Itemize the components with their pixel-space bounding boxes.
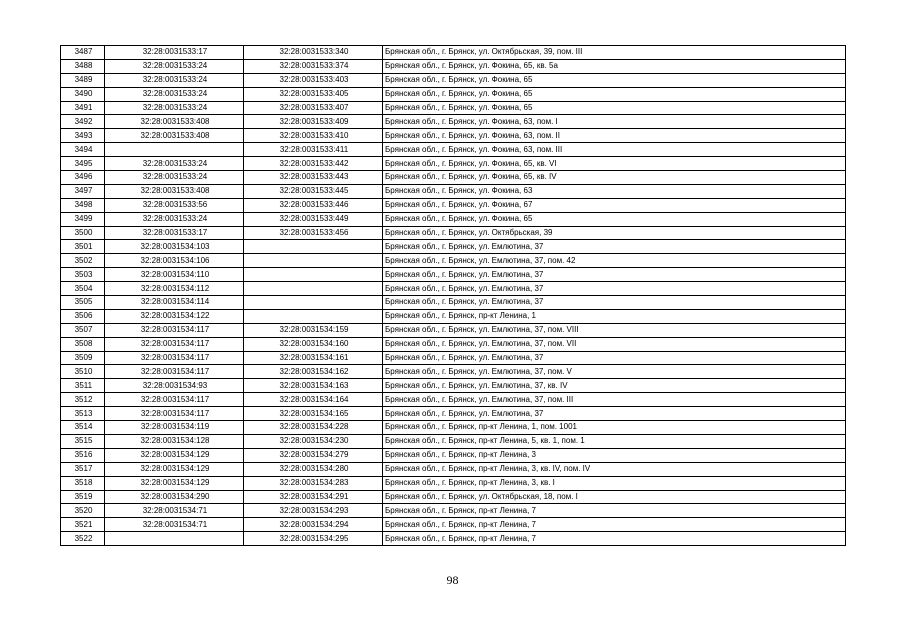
- parent-cadastral-number-cell: 32:28:0031534:114: [105, 296, 244, 310]
- row-number-cell: 3512: [61, 393, 105, 407]
- address-cell: Брянская обл., г. Брянск, ул. Октябрьская, 39: [383, 226, 846, 240]
- row-number-cell: 3514: [61, 421, 105, 435]
- cadastral-number-cell: 32:28:0031533:445: [244, 184, 383, 198]
- cadastral-number-cell: 32:28:0031534:295: [244, 532, 383, 546]
- row-number-cell: 3490: [61, 87, 105, 101]
- table-row: [61, 296, 846, 310]
- address-cell: Брянская обл., г. Брянск, ул. Фокина, 65: [383, 73, 846, 87]
- cadastral-number-cell: [244, 254, 383, 268]
- address-cell: Брянская обл., г. Брянск, ул. Емлютина, 37, пом. V: [383, 365, 846, 379]
- row-number-cell: 3511: [61, 379, 105, 393]
- address-cell: Брянская обл., г. Брянск, ул. Емлютина, 37: [383, 282, 846, 296]
- table-row: [61, 379, 846, 393]
- row-number-cell: 3515: [61, 434, 105, 448]
- row-number-cell: 3508: [61, 337, 105, 351]
- cadastral-number-cell: [244, 268, 383, 282]
- cadastral-number-cell: 32:28:0031533:405: [244, 87, 383, 101]
- row-number-cell: 3509: [61, 351, 105, 365]
- cadastral-number-cell: 32:28:0031534:165: [244, 407, 383, 421]
- row-number-cell: 3487: [61, 46, 105, 60]
- parent-cadastral-number-cell: [105, 532, 244, 546]
- table-row: [61, 184, 846, 198]
- row-number-cell: 3517: [61, 462, 105, 476]
- table-row: [61, 240, 846, 254]
- parent-cadastral-number-cell: 32:28:0031533:17: [105, 226, 244, 240]
- parent-cadastral-number-cell: 32:28:0031533:408: [105, 115, 244, 129]
- address-cell: Брянская обл., г. Брянск, ул. Фокина, 65: [383, 101, 846, 115]
- cadastral-number-cell: 32:28:0031533:403: [244, 73, 383, 87]
- parent-cadastral-number-cell: 32:28:0031534:129: [105, 476, 244, 490]
- row-number-cell: 3499: [61, 212, 105, 226]
- cadastral-table-body: [61, 46, 846, 546]
- address-cell: Брянская обл., г. Брянск, пр-кт Ленина, 5, кв. 1, пом. 1: [383, 434, 846, 448]
- cadastral-number-cell: [244, 240, 383, 254]
- parent-cadastral-number-cell: 32:28:0031534:93: [105, 379, 244, 393]
- cadastral-number-cell: 32:28:0031533:410: [244, 129, 383, 143]
- cadastral-number-cell: 32:28:0031533:407: [244, 101, 383, 115]
- row-number-cell: 3522: [61, 532, 105, 546]
- cadastral-number-cell: [244, 282, 383, 296]
- cadastral-number-cell: 32:28:0031534:280: [244, 462, 383, 476]
- parent-cadastral-number-cell: 32:28:0031534:110: [105, 268, 244, 282]
- address-cell: Брянская обл., г. Брянск, ул. Фокина, 65: [383, 87, 846, 101]
- cadastral-number-cell: 32:28:0031534:279: [244, 448, 383, 462]
- row-number-cell: 3503: [61, 268, 105, 282]
- row-number-cell: 3494: [61, 143, 105, 157]
- row-number-cell: 3518: [61, 476, 105, 490]
- parent-cadastral-number-cell: 32:28:0031534:117: [105, 337, 244, 351]
- table-row: [61, 198, 846, 212]
- row-number-cell: 3505: [61, 296, 105, 310]
- table-row: [61, 434, 846, 448]
- address-cell: Брянская обл., г. Брянск, ул. Емлютина, 37: [383, 240, 846, 254]
- table-row: [61, 59, 846, 73]
- table-row: [61, 157, 846, 171]
- table-row: [61, 421, 846, 435]
- row-number-cell: 3521: [61, 518, 105, 532]
- cadastral-number-cell: 32:28:0031533:409: [244, 115, 383, 129]
- address-cell: Брянская обл., г. Брянск, ул. Емлютина, 37: [383, 407, 846, 421]
- table-row: [61, 171, 846, 185]
- table-row: [61, 268, 846, 282]
- table-row: [61, 115, 846, 129]
- table-row: [61, 407, 846, 421]
- address-cell: Брянская обл., г. Брянск, пр-кт Ленина, 7: [383, 518, 846, 532]
- address-cell: Брянская обл., г. Брянск, ул. Емлютина, 37, кв. IV: [383, 379, 846, 393]
- parent-cadastral-number-cell: 32:28:0031534:122: [105, 309, 244, 323]
- table-row: [61, 87, 846, 101]
- table-row: [61, 337, 846, 351]
- parent-cadastral-number-cell: 32:28:0031533:24: [105, 101, 244, 115]
- cadastral-number-cell: 32:28:0031534:230: [244, 434, 383, 448]
- parent-cadastral-number-cell: 32:28:0031533:24: [105, 59, 244, 73]
- parent-cadastral-number-cell: [105, 143, 244, 157]
- cadastral-number-cell: 32:28:0031533:442: [244, 157, 383, 171]
- parent-cadastral-number-cell: 32:28:0031533:24: [105, 87, 244, 101]
- cadastral-number-cell: 32:28:0031534:162: [244, 365, 383, 379]
- parent-cadastral-number-cell: 32:28:0031534:128: [105, 434, 244, 448]
- table-row: [61, 351, 846, 365]
- address-cell: Брянская обл., г. Брянск, ул. Октябрьская, 18, пом. I: [383, 490, 846, 504]
- table-row: [61, 393, 846, 407]
- cadastral-number-cell: 32:28:0031533:443: [244, 171, 383, 185]
- cadastral-number-cell: 32:28:0031534:159: [244, 323, 383, 337]
- cadastral-number-cell: 32:28:0031534:228: [244, 421, 383, 435]
- address-cell: Брянская обл., г. Брянск, ул. Фокина, 63, пом. I: [383, 115, 846, 129]
- cadastral-number-cell: [244, 309, 383, 323]
- address-cell: Брянская обл., г. Брянск, ул. Фокина, 63: [383, 184, 846, 198]
- table-row: [61, 462, 846, 476]
- address-cell: Брянская обл., г. Брянск, пр-кт Ленина, 1, пом. 1001: [383, 421, 846, 435]
- parent-cadastral-number-cell: 32:28:0031534:103: [105, 240, 244, 254]
- address-cell: Брянская обл., г. Брянск, пр-кт Ленина, 7: [383, 532, 846, 546]
- row-number-cell: 3506: [61, 309, 105, 323]
- cadastral-number-cell: 32:28:0031534:294: [244, 518, 383, 532]
- cadastral-number-cell: 32:28:0031533:374: [244, 59, 383, 73]
- parent-cadastral-number-cell: 32:28:0031533:56: [105, 198, 244, 212]
- cadastral-table: [60, 45, 846, 546]
- address-cell: Брянская обл., г. Брянск, ул. Емлютина, 37, пом. III: [383, 393, 846, 407]
- address-cell: Брянская обл., г. Брянск, пр-кт Ленина, 3, кв. I: [383, 476, 846, 490]
- cadastral-number-cell: 32:28:0031533:411: [244, 143, 383, 157]
- cadastral-number-cell: 32:28:0031534:161: [244, 351, 383, 365]
- address-cell: Брянская обл., г. Брянск, пр-кт Ленина, 1: [383, 309, 846, 323]
- parent-cadastral-number-cell: 32:28:0031534:117: [105, 323, 244, 337]
- parent-cadastral-number-cell: 32:28:0031533:24: [105, 212, 244, 226]
- row-number-cell: 3507: [61, 323, 105, 337]
- address-cell: Брянская обл., г. Брянск, пр-кт Ленина, 3: [383, 448, 846, 462]
- cadastral-number-cell: 32:28:0031534:291: [244, 490, 383, 504]
- row-number-cell: 3496: [61, 171, 105, 185]
- table-row: [61, 282, 846, 296]
- row-number-cell: 3488: [61, 59, 105, 73]
- table-row: [61, 254, 846, 268]
- table-row: [61, 212, 846, 226]
- address-cell: Брянская обл., г. Брянск, ул. Фокина, 65, кв. IV: [383, 171, 846, 185]
- row-number-cell: 3510: [61, 365, 105, 379]
- row-number-cell: 3497: [61, 184, 105, 198]
- address-cell: Брянская обл., г. Брянск, ул. Фокина, 67: [383, 198, 846, 212]
- table-row: [61, 476, 846, 490]
- row-number-cell: 3498: [61, 198, 105, 212]
- parent-cadastral-number-cell: 32:28:0031533:24: [105, 73, 244, 87]
- row-number-cell: 3502: [61, 254, 105, 268]
- parent-cadastral-number-cell: 32:28:0031534:117: [105, 351, 244, 365]
- address-cell: Брянская обл., г. Брянск, ул. Фокина, 65, кв. VI: [383, 157, 846, 171]
- table-row: [61, 101, 846, 115]
- parent-cadastral-number-cell: 32:28:0031534:117: [105, 393, 244, 407]
- parent-cadastral-number-cell: 32:28:0031533:24: [105, 171, 244, 185]
- address-cell: Брянская обл., г. Брянск, ул. Емлютина, 37: [383, 268, 846, 282]
- table-row: [61, 504, 846, 518]
- cadastral-number-cell: 32:28:0031533:446: [244, 198, 383, 212]
- parent-cadastral-number-cell: 32:28:0031534:117: [105, 365, 244, 379]
- table-row: [61, 323, 846, 337]
- address-cell: Брянская обл., г. Брянск, ул. Емлютина, 37: [383, 351, 846, 365]
- table-row: [61, 226, 846, 240]
- table-row: [61, 46, 846, 60]
- cadastral-number-cell: 32:28:0031534:283: [244, 476, 383, 490]
- table-row: [61, 143, 846, 157]
- address-cell: Брянская обл., г. Брянск, ул. Октябрьская, 39, пом. III: [383, 46, 846, 60]
- table-row: [61, 518, 846, 532]
- address-cell: Брянская обл., г. Брянск, ул. Фокина, 65, кв. 5а: [383, 59, 846, 73]
- parent-cadastral-number-cell: 32:28:0031534:119: [105, 421, 244, 435]
- page-number: 98: [446, 573, 459, 587]
- parent-cadastral-number-cell: 32:28:0031534:129: [105, 462, 244, 476]
- row-number-cell: 3492: [61, 115, 105, 129]
- address-cell: Брянская обл., г. Брянск, ул. Емлютина, 37, пом. VII: [383, 337, 846, 351]
- row-number-cell: 3500: [61, 226, 105, 240]
- parent-cadastral-number-cell: 32:28:0031533:24: [105, 157, 244, 171]
- row-number-cell: 3520: [61, 504, 105, 518]
- parent-cadastral-number-cell: 32:28:0031534:71: [105, 504, 244, 518]
- parent-cadastral-number-cell: 32:28:0031533:408: [105, 129, 244, 143]
- address-cell: Брянская обл., г. Брянск, ул. Фокина, 63, пом. II: [383, 129, 846, 143]
- address-cell: Брянская обл., г. Брянск, ул. Емлютина, 37, пом. VIII: [383, 323, 846, 337]
- parent-cadastral-number-cell: 32:28:0031534:71: [105, 518, 244, 532]
- parent-cadastral-number-cell: 32:28:0031534:129: [105, 448, 244, 462]
- parent-cadastral-number-cell: 32:28:0031534:290: [105, 490, 244, 504]
- row-number-cell: 3516: [61, 448, 105, 462]
- row-number-cell: 3489: [61, 73, 105, 87]
- cadastral-number-cell: 32:28:0031533:340: [244, 46, 383, 60]
- table-row: [61, 532, 846, 546]
- table-row: [61, 73, 846, 87]
- row-number-cell: 3513: [61, 407, 105, 421]
- cadastral-number-cell: 32:28:0031534:160: [244, 337, 383, 351]
- row-number-cell: 3493: [61, 129, 105, 143]
- parent-cadastral-number-cell: 32:28:0031534:112: [105, 282, 244, 296]
- table-row: [61, 365, 846, 379]
- cadastral-number-cell: 32:28:0031534:163: [244, 379, 383, 393]
- address-cell: Брянская обл., г. Брянск, ул. Емлютина, 37: [383, 296, 846, 310]
- parent-cadastral-number-cell: 32:28:0031534:106: [105, 254, 244, 268]
- row-number-cell: 3495: [61, 157, 105, 171]
- cadastral-number-cell: 32:28:0031534:293: [244, 504, 383, 518]
- row-number-cell: 3504: [61, 282, 105, 296]
- table-row: [61, 129, 846, 143]
- row-number-cell: 3501: [61, 240, 105, 254]
- table-row: [61, 448, 846, 462]
- address-cell: Брянская обл., г. Брянск, ул. Фокина, 63, пом. III: [383, 143, 846, 157]
- cadastral-number-cell: 32:28:0031533:449: [244, 212, 383, 226]
- address-cell: Брянская обл., г. Брянск, ул. Фокина, 65: [383, 212, 846, 226]
- cadastral-number-cell: 32:28:0031533:456: [244, 226, 383, 240]
- row-number-cell: 3491: [61, 101, 105, 115]
- cadastral-number-cell: 32:28:0031534:164: [244, 393, 383, 407]
- table-row: [61, 309, 846, 323]
- parent-cadastral-number-cell: 32:28:0031534:117: [105, 407, 244, 421]
- address-cell: Брянская обл., г. Брянск, пр-кт Ленина, 3, кв. IV, пом. IV: [383, 462, 846, 476]
- parent-cadastral-number-cell: 32:28:0031533:408: [105, 184, 244, 198]
- table-row: [61, 490, 846, 504]
- address-cell: Брянская обл., г. Брянск, ул. Емлютина, 37, пом. 42: [383, 254, 846, 268]
- address-cell: Брянская обл., г. Брянск, пр-кт Ленина, 7: [383, 504, 846, 518]
- parent-cadastral-number-cell: 32:28:0031533:17: [105, 46, 244, 60]
- cadastral-number-cell: [244, 296, 383, 310]
- row-number-cell: 3519: [61, 490, 105, 504]
